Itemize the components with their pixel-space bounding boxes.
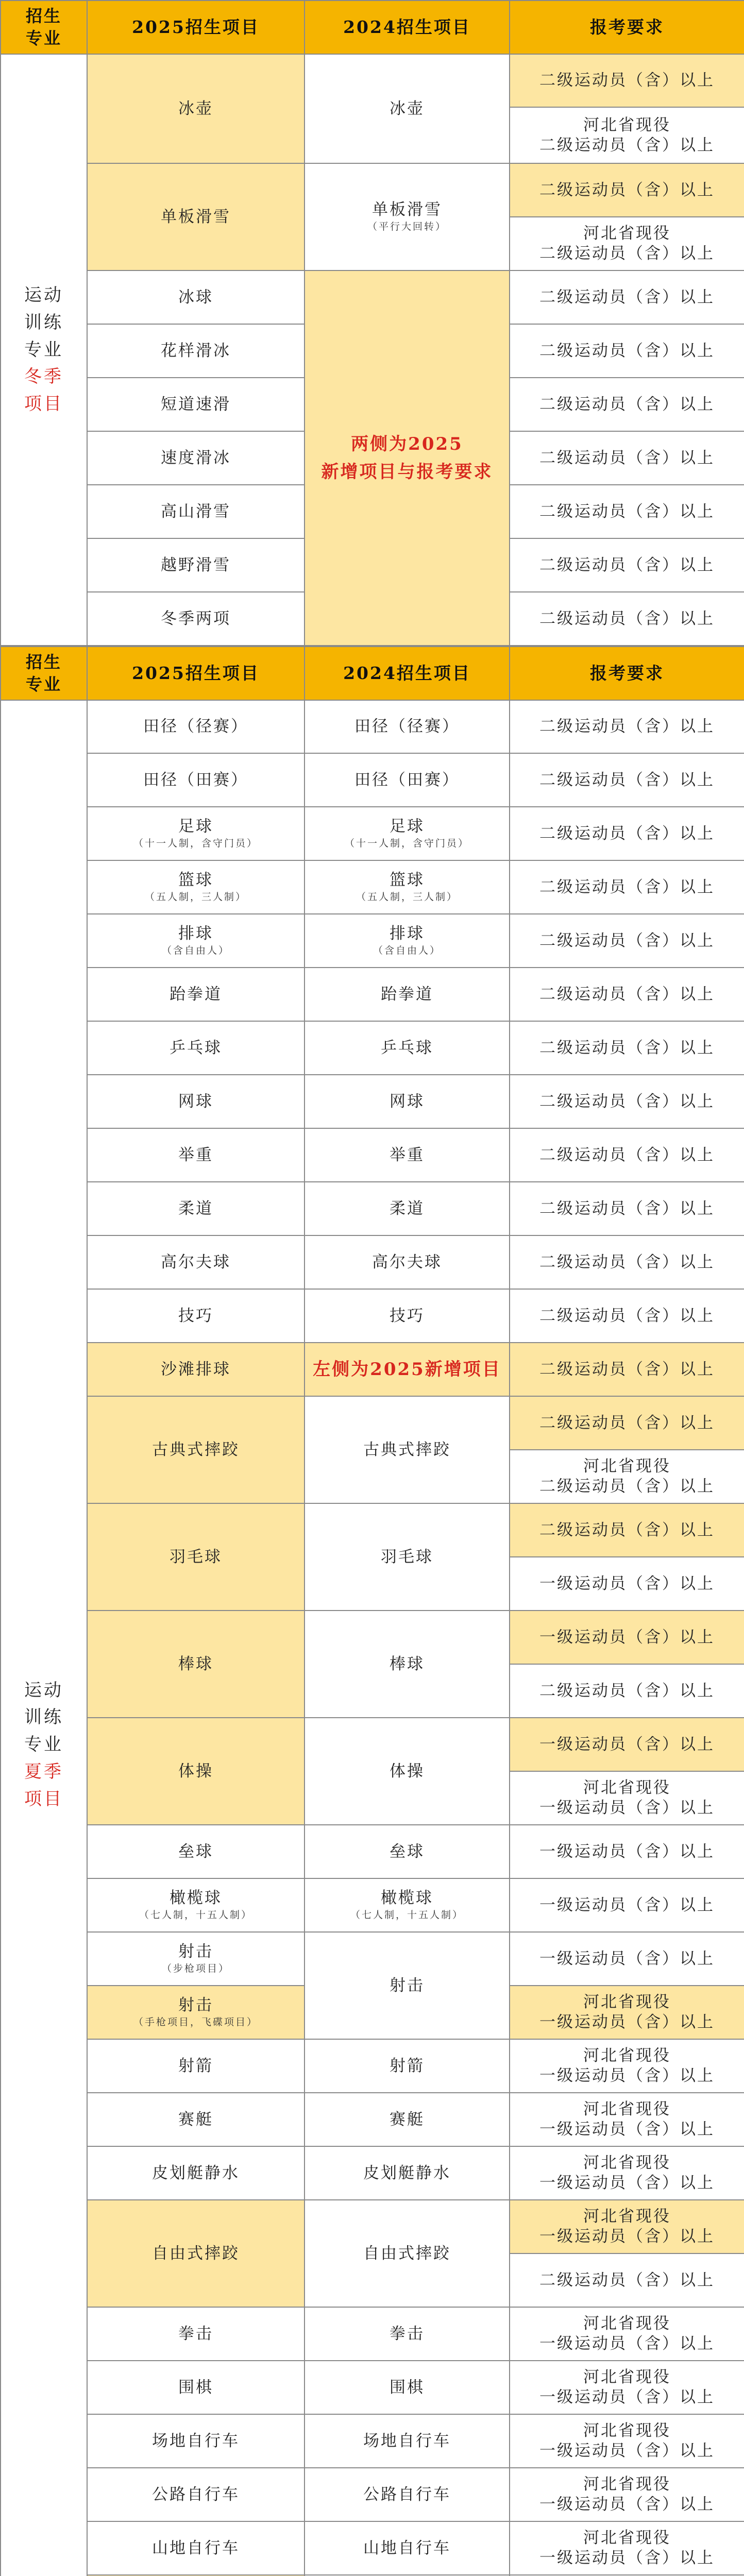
requirement: 二级运动员（含）以上 [510,54,744,107]
item-2024: 羽毛球 [305,1503,510,1611]
item-2024: 公路自行车 [305,2468,510,2521]
item-2025: 赛艇 [87,2093,305,2146]
requirement: 二级运动员（含）以上 [510,807,744,860]
item-2024: 橄榄球 （七人制，十五人制） [305,1878,510,1932]
requirement: 二级运动员（含）以上 [510,1021,744,1075]
item-2025: 射击 （步枪项目） [87,1932,305,1986]
item-2024: 举重 [305,1128,510,1182]
item-2025: 越野滑雪 [87,538,305,592]
requirement: 二级运动员（含）以上 [510,592,744,646]
item-2024: 赛艇 [305,2093,510,2146]
item-2024: 拳击 [305,2307,510,2361]
item-2025: 棒球 [87,1611,305,1718]
item-2025: 高尔夫球 [87,1235,305,1289]
header-major: 招生 专业 [1,1,87,54]
item-2025: 举重 [87,1128,305,1182]
requirement: 二级运动员（含）以上 [510,914,744,968]
enrollment-table-summer [0,646,744,2576]
item-2024: 冰壶 [305,54,510,163]
major-summer: 运动 训练 专业 夏季 项目 [1,700,87,2576]
item-2024: 足球 （十一人制，含守门员） [305,807,510,860]
requirement: 二级运动员（含）以上 [510,753,744,807]
item-2025: 自由式摔跤 [87,2200,305,2307]
item-2025: 皮划艇静水 [87,2146,305,2200]
item-2025: 古典式摔跤 [87,1396,305,1503]
item-2024: 技巧 [305,1289,510,1343]
requirement: 二级运动员（含）以上 [510,378,744,431]
requirement: 河北省现役 一级运动员（含）以上 [510,2521,744,2575]
item-2024: 排球 （含自由人） [305,914,510,968]
requirement: 二级运动员（含）以上 [510,431,744,485]
item-2025: 沙滩排球 [87,1343,305,1396]
header-row-winter [1,1,744,54]
requirement: 河北省现役 一级运动员（含）以上 [510,2093,744,2146]
item-2025: 田径（田赛） [87,753,305,807]
requirement: 二级运动员（含）以上 [510,2253,744,2307]
item-2025: 射箭 [87,2039,305,2093]
item-2024: 田径（田赛） [305,753,510,807]
requirement: 河北省现役 一级运动员（含）以上 [510,2307,744,2361]
item-2024: 山地自行车 [305,2521,510,2575]
item-2024: 射击 [305,1932,510,2039]
item-2025: 高山滑雪 [87,485,305,538]
item-2025: 网球 [87,1075,305,1128]
requirement: 一级运动员（含）以上 [510,1932,744,1986]
item-2024: 篮球 （五人制，三人制） [305,860,510,914]
item-2025: 单板滑雪 [87,163,305,270]
item-2025: 乒乓球 [87,1021,305,1075]
item-2025: 跆拳道 [87,968,305,1021]
requirement: 一级运动员（含）以上 [510,1557,744,1611]
requirement: 二级运动员（含）以上 [510,860,744,914]
item-2024: 自由式摔跤 [305,2200,510,2307]
item-2025: 拳击 [87,2307,305,2361]
item-2024: 田径（径赛） [305,700,510,753]
item-2024: 围棋 [305,2361,510,2414]
requirement: 河北省现役 一级运动员（含）以上 [510,2200,744,2253]
requirement: 二级运动员（含）以上 [510,1343,744,1396]
requirement: 河北省现役 一级运动员（含）以上 [510,2361,744,2414]
requirement: 二级运动员（含）以上 [510,1664,744,1718]
header-major: 招生 专业 [1,647,87,700]
item-2024: 古典式摔跤 [305,1396,510,1503]
item-2025: 公路自行车 [87,2468,305,2521]
header-2025: 2025招生项目 [87,647,305,700]
requirement: 二级运动员（含）以上 [510,1235,744,1289]
requirement: 二级运动员（含）以上 [510,324,744,378]
item-2025: 山地自行车 [87,2521,305,2575]
header-requirement: 报考要求 [510,647,744,700]
requirement: 二级运动员（含）以上 [510,1182,744,1235]
requirement: 河北省现役 一级运动员（含）以上 [510,2146,744,2200]
item-2025: 体操 [87,1718,305,1825]
item-2025: 足球 （十一人制，含守门员） [87,807,305,860]
requirement: 二级运动员（含）以上 [510,485,744,538]
requirement: 二级运动员（含）以上 [510,270,744,324]
major-winter: 运动 训练 专业 冬季 项目 [1,54,87,646]
item-2025: 羽毛球 [87,1503,305,1611]
item-2025: 速度滑冰 [87,431,305,485]
requirement: 二级运动员（含）以上 [510,700,744,753]
item-2024: 高尔夫球 [305,1235,510,1289]
item-2024: 乒乓球 [305,1021,510,1075]
requirement: 二级运动员（含）以上 [510,163,744,217]
requirement: 二级运动员（含）以上 [510,538,744,592]
item-2024: 垒球 [305,1825,510,1878]
item-2025: 排球 （含自由人） [87,914,305,968]
item-2024: 体操 [305,1718,510,1825]
item-2024: 射箭 [305,2039,510,2093]
requirement: 河北省现役 一级运动员（含）以上 [510,2414,744,2468]
note-winter-new: 两侧为2025 新增项目与报考要求 [305,270,510,646]
requirement: 河北省现役 二级运动员（含）以上 [510,1450,744,1503]
item-2024: 棒球 [305,1611,510,1718]
requirement: 二级运动员（含）以上 [510,1289,744,1343]
requirement: 河北省现役 二级运动员（含）以上 [510,107,744,163]
requirement: 河北省现役 一级运动员（含）以上 [510,1771,744,1825]
item-2024: 场地自行车 [305,2414,510,2468]
header-requirement: 报考要求 [510,1,744,54]
item-2025: 射击 （手枪项目，飞碟项目） [87,1986,305,2039]
requirement: 河北省现役 一级运动员（含）以上 [510,2039,744,2093]
requirement: 二级运动员（含）以上 [510,1396,744,1450]
requirement: 一级运动员（含）以上 [510,1825,744,1878]
item-2025: 场地自行车 [87,2414,305,2468]
header-2024: 2024招生项目 [305,1,510,54]
requirement: 一级运动员（含）以上 [510,1718,744,1771]
item-2025: 橄榄球 （七人制，十五人制） [87,1878,305,1932]
item-2025: 冬季两项 [87,592,305,646]
requirement: 二级运动员（含）以上 [510,1128,744,1182]
item-2025: 田径（径赛） [87,700,305,753]
item-2025: 技巧 [87,1289,305,1343]
item-2025: 花样滑冰 [87,324,305,378]
item-2024: 网球 [305,1075,510,1128]
header-row-summer [1,647,744,700]
item-2025: 柔道 [87,1182,305,1235]
requirement: 二级运动员（含）以上 [510,1075,744,1128]
item-2025: 垒球 [87,1825,305,1878]
enrollment-table [0,0,744,646]
item-2025: 短道速滑 [87,378,305,431]
item-2024: 柔道 [305,1182,510,1235]
item-2024: 跆拳道 [305,968,510,1021]
note-summer-new: 左侧为2025新增项目 [305,1343,510,1396]
requirement: 二级运动员（含）以上 [510,1503,744,1557]
requirement: 二级运动员（含）以上 [510,968,744,1021]
item-2025: 篮球 （五人制，三人制） [87,860,305,914]
item-2025: 冰壶 [87,54,305,163]
header-2024: 2024招生项目 [305,647,510,700]
item-2025: 围棋 [87,2361,305,2414]
requirement: 河北省现役 一级运动员（含）以上 [510,2468,744,2521]
header-2025: 2025招生项目 [87,1,305,54]
item-2024: 单板滑雪 （平行大回转） [305,163,510,270]
requirement: 一级运动员（含）以上 [510,1878,744,1932]
item-2024: 皮划艇静水 [305,2146,510,2200]
requirement: 河北省现役 二级运动员（含）以上 [510,217,744,270]
requirement: 河北省现役 一级运动员（含）以上 [510,1986,744,2039]
requirement: 一级运动员（含）以上 [510,1611,744,1664]
item-2025: 冰球 [87,270,305,324]
